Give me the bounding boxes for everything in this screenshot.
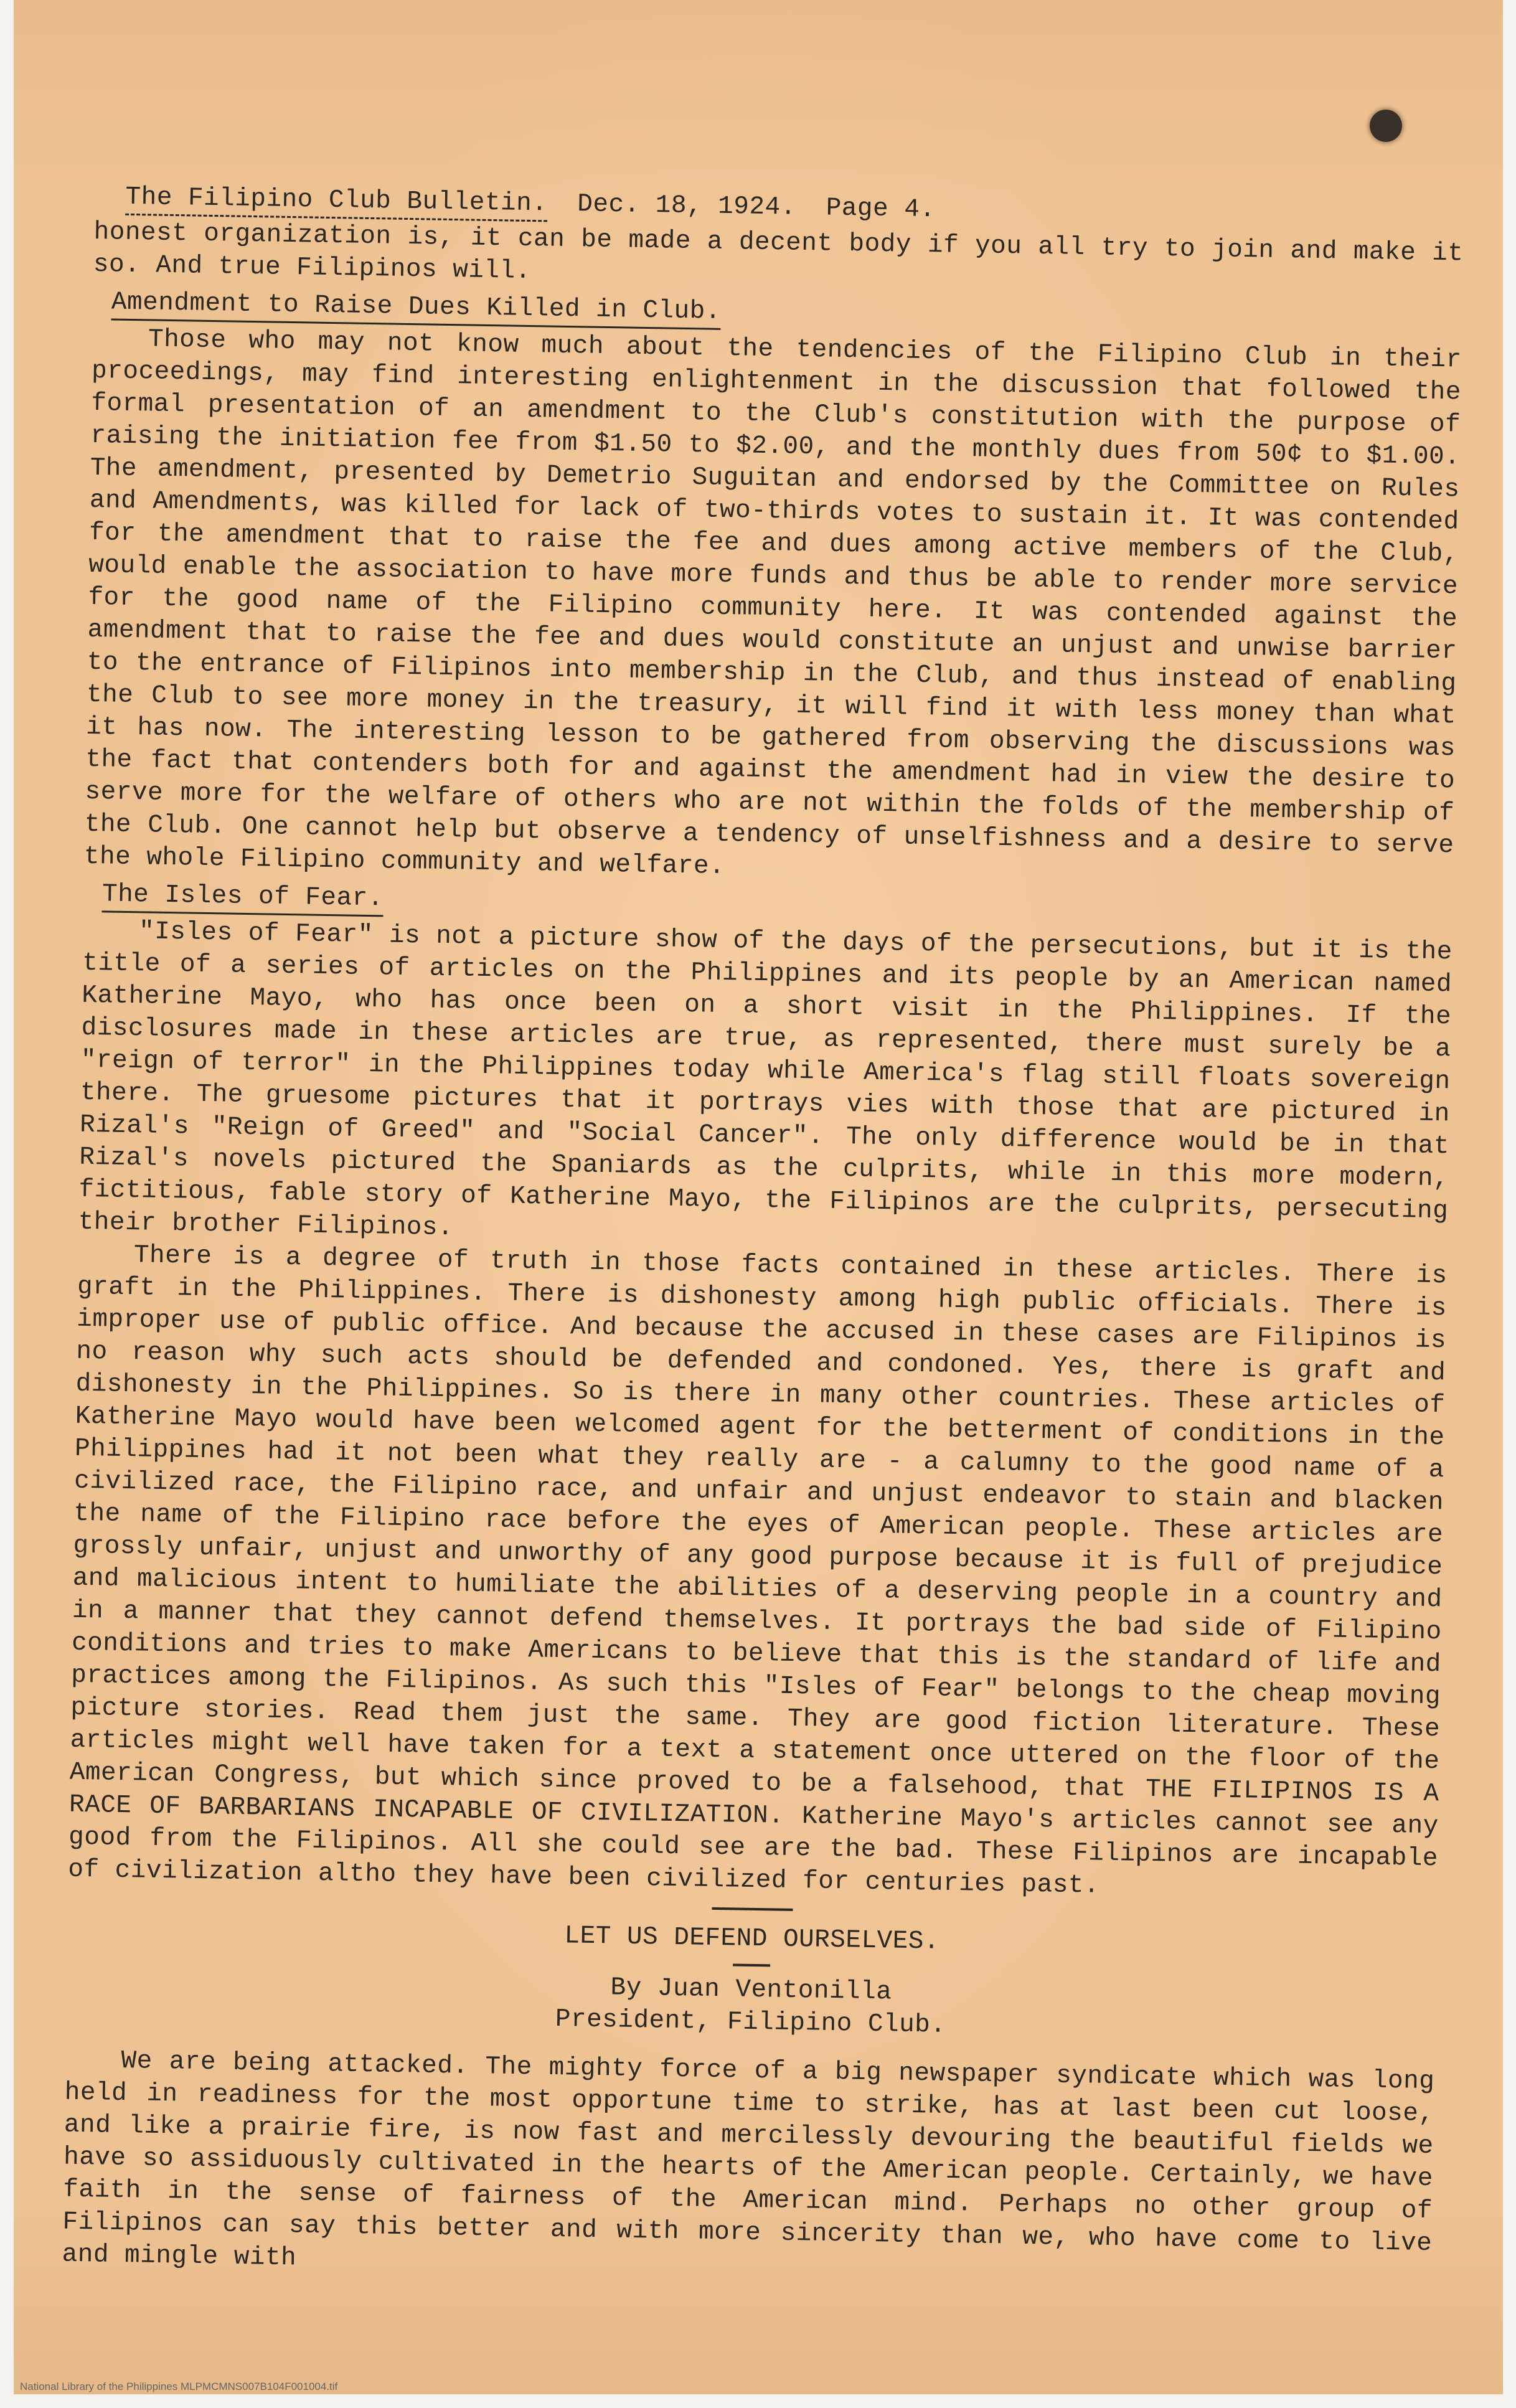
divider-rule — [712, 1907, 793, 1911]
archive-footer: National Library of the Philippines MLPMCMNS007B104F001004.tif — [20, 2381, 338, 2392]
page-number: Page 4. — [826, 194, 936, 225]
article-body: We are being attacked. The mighty force of a big newspaper syndicate which was long held in readiness for the most opportune time to strike, has at last been cut loose, and like a prairie fire, is now fast and mercilessly devouring the beautiful fields we have so assiduously cultivated in the hearts of the American people. Certainly, we have faith in the sense of fairness of the American mind. Perhaps no other group of Filipinos can say this better and with more sincerity than we, who have come to live and mingle with — [62, 2047, 1435, 2273]
article-byline: By Juan Ventonilla — [610, 1973, 892, 2007]
isles-paragraph-1: "Isles of Fear" is not a picture show of the days of the persecutions, but it is the title of a series of articles on the Philippines and its people by an American named Katherine Mayo, who has once been on a short visit in the Philippines. If the disclosures made in these articles are true, as represented, there must surely be a "reign of terror" in the Philippines today while America's flag still floats sovereign there. The gruesome pictures that it portrays vies with those that are pictured in Rizal's "Reign of Greed" and "Social Cancer". The only difference would be in that Rizal's novels pictured the Spaniards as the culprits, while in this more modern, fictitious, fable story of Katherine Mayo, the Filipinos are the culprits, persecuting their brother Filipinos. — [78, 917, 1453, 1243]
document-page — [14, 0, 1503, 2394]
article-title: LET US DEFEND OURSELVES. — [564, 1922, 940, 1957]
section-body-amendment: Those who may not know much about the tendencies of the Filipino Club in their proceedings, may find interesting enlightenment in the discussion that followed the formal presentation of an amendment to the Club's constitution with the purpose of raising the initiation fee from $1.50 to $2.00, and the monthly dues from 50¢ to $1.00. The amendment, presented by Demetrio Suguitan and endorsed by the Committee on Rules and Amendments, was killed for lack of two-thirds votes to sustain it. It was contended for the amendment that to raise the fee and dues among active members of the Club, would enable the association to have more funds and thus be able to render more service for the good name of the Filipino community here. It was contended against the amendment that to raise the fee and dues would constitute an unjust and unwise barrier to the entrance of Filipinos into membership in the Club, and thus instead of enabling the Club to see more money in the treasury, it will find it with less money than what it has now. The interesting lesson to be gathered from observing the discussions was the fact that contenders both for and against the amendment had in view the desire to serve more for the welfare of others who are not within the folds of the membership of the Club. One cannot help but observe a tendency of unselfishness and a desire to serve the whole Filipino community and welfare. — [83, 325, 1462, 882]
bulletin-date: Dec. 18, 1924. — [577, 190, 797, 222]
section-heading-isles-of-fear: The Isles of Fear. — [102, 878, 384, 917]
bulletin-title: The Filipino Club Bulletin. — [125, 181, 548, 222]
isles-paragraph-2: There is a degree of truth in those facts contained in these articles. There is graft in the Philippines. There is dishonesty among high public officials. There is improper use of public office. And because the accused in these cases are Filipinos is no reason why such acts should be defended and condoned. Yes, there is graft and dishonesty in the Philippines. So is there in many other countries. These articles of Katherine Mayo would have been welcomed agent for the betterment of conditions in the Philippines had it not been what they really are - a calumny to the good name of a civilized race, the Filipino race, and unfair and unjust endeavor to stain and blacken the name of the Filipino race before the eyes of American people. These articles are grossly unfair, unjust and unworthy of any good purpose because it is full of prejudice and malicious intent to humiliate the abilities of a deserving people in a country and in a manner that they cannot defend themselves. It portrays the bad side of Filipino conditions and tries to make Americans to believe that this is the standard of life and practices among the Filipinos. As such this "Isles of Fear" belongs to the cheap moving picture stories. Read them just the same. They are good fiction literature. These articles might well have taken for a text a statement once uttered on the floor of the American Congress, but which since proved to be a falsehood, that THE FILIPINOS IS A RACE OF BARBARIANS INCAPABLE OF CIVILIZATION. Katherine Mayo's articles cannot see any good from the Filipinos. All she could see are the bad. These Filipinos are incapable of civilization altho they have been civilized for centuries past. — [68, 1241, 1448, 1900]
author-role: President, Filipino Club. — [555, 2004, 946, 2040]
punch-hole — [1370, 110, 1402, 142]
continuation-text: honest organization is, it can be made a decent body if you all try to join and make it so. And true Filipinos will. — [93, 217, 1464, 286]
bulletin-content — [62, 181, 1464, 2292]
section-heading-amendment: Amendment to Raise Dues Killed in Club. — [111, 286, 721, 329]
short-divider — [733, 1963, 770, 1967]
